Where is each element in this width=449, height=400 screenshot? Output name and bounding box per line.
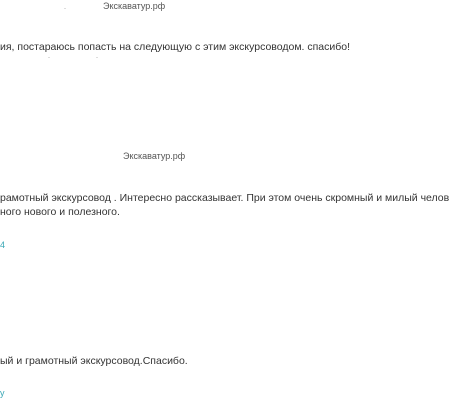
review-2-text-line-2: ного нового и полезного. [0,206,120,218]
review-2-text-line-1: рамотный экскурсовод . Интересно рассказывает. При этом очень скромный и милый челов [0,192,449,204]
watermark-middle: Экскаватур.рф [123,151,186,161]
divider-dot [48,57,50,58]
divider-dot [96,57,98,58]
review-2-link[interactable]: 4 [0,240,6,250]
review-1-text: ия, постараюсь попасть на следующую с этим экскурсоводом. спасибо! [0,41,351,53]
divider-dot [64,8,66,9]
watermark-top: Экскаватур.рф [103,1,166,11]
review-3-text: ый и грамотный экскурсовод.Спасибо. [0,355,188,367]
review-3-link[interactable]: y [0,388,5,398]
